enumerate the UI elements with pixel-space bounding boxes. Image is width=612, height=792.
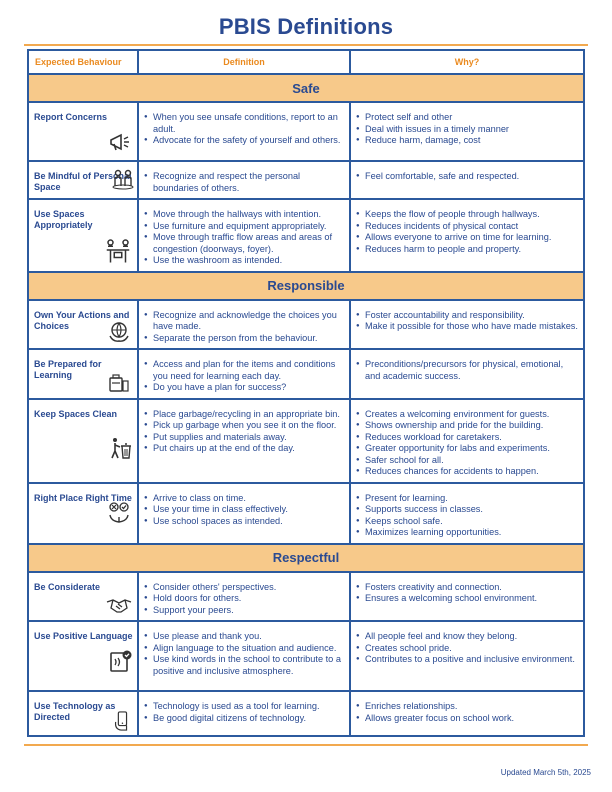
why-item: ● Feel comfortable, safe and respected.: [365, 171, 579, 183]
why-item: ● Maximizes learning opportunities.: [365, 527, 579, 539]
bottom-divider: [24, 744, 588, 746]
why-item: ● Creates school pride.: [365, 643, 579, 655]
personal-space-icon: [111, 166, 135, 190]
why-item: ● Allows greater focus on school work.: [365, 713, 579, 725]
why-item: ● Safer school for all.: [365, 455, 579, 467]
table-row: [28, 691, 584, 736]
why-item: ● Foster accountability and responsibility.: [365, 310, 579, 322]
section-safe: Safe: [28, 74, 584, 102]
phone-hand-icon: [113, 711, 131, 731]
why-item: ● Keeps school safe.: [365, 516, 579, 528]
school-supplies-icon: [107, 370, 131, 394]
why-item: ● All people feel and know they belong.: [365, 631, 579, 643]
pbis-table: [27, 49, 585, 737]
why-item: ● Present for learning.: [365, 493, 579, 505]
definition-item: ● Use furniture and equipment appropriately.: [153, 221, 345, 233]
definition-item: ● Move through the hallways with intention.: [153, 209, 345, 221]
why-item: ● Reduces harm to people and property.: [365, 244, 579, 256]
updated-date: Updated March 5th, 2025: [500, 768, 591, 777]
why-item: ● Ensures a welcoming school environment.: [365, 593, 579, 605]
section-respectful: Respectful: [28, 544, 584, 572]
definition-item: ● When you see unsafe conditions, report to an adult.: [153, 112, 345, 135]
behaviour-label: Be Considerate: [34, 581, 101, 592]
header-row: [28, 50, 584, 74]
definition-item: ● Align language to the situation and audience.: [153, 643, 345, 655]
behaviour-label: Use Spaces Appropriately: [34, 209, 93, 230]
check-hands-icon: [107, 501, 131, 525]
globe-hands-icon: [107, 320, 131, 344]
definition-item: ● Do you have a plan for success?: [153, 382, 345, 394]
behaviour-label: Right Place Right Time: [34, 492, 132, 503]
definition-item: ● Put supplies and materials away.: [153, 432, 345, 444]
why-item: ● Reduces chances for accidents to happen.: [365, 466, 579, 478]
definition-item: ● Use please and thank you.: [153, 631, 345, 643]
table-row: [28, 621, 584, 691]
definition-item: ● Use the washroom as intended.: [153, 255, 345, 267]
why-item: ● Greater opportunity for labs and experiments.: [365, 443, 579, 455]
why-item: ● Keeps the flow of people through hallways.: [365, 209, 579, 221]
megaphone-icon: [107, 130, 131, 154]
behaviour-label: Own Your Actions and Choices: [34, 309, 130, 331]
why-item: ● Make it possible for those who have made mistakes.: [365, 321, 579, 333]
why-item: ● Shows ownership and pride for the building.: [365, 420, 579, 432]
people-at-table-icon: [103, 235, 133, 265]
top-divider: [24, 44, 588, 46]
why-item: ● Reduce harm, damage, cost: [365, 135, 579, 147]
behaviour-label: Be Prepared for Learning: [34, 359, 102, 380]
definition-item: ● Consider others' perspectives.: [153, 582, 345, 594]
table-row: [28, 199, 584, 272]
handshake-icon: [105, 592, 133, 616]
why-item: ● Creates a welcoming environment for guests.: [365, 409, 579, 421]
table-row: [28, 572, 584, 622]
definition-item: ● Recognize and respect the personal boundaries of others.: [153, 171, 345, 194]
definition-item: ● Technology is used as a tool for learning.: [153, 701, 345, 713]
definition-item: ● Put chairs up at the end of the day.: [153, 443, 345, 455]
definition-item: ● Separate the person from the behaviour.: [153, 333, 345, 345]
why-item: ● Reduces workload for caretakers.: [365, 432, 579, 444]
why-item: ● Reduces incidents of physical contact: [365, 221, 579, 233]
why-item: ● Contributes to a positive and inclusive environment.: [365, 654, 579, 666]
behaviour-label: Use Positive Language: [34, 631, 133, 641]
why-item: ● Protect self and other: [365, 112, 579, 124]
trash-can-icon: [109, 436, 133, 460]
why-item: ● Fosters creativity and connection.: [365, 582, 579, 594]
definition-item: ● Move through traffic flow areas and areas of congestion (doorways, foyer).: [153, 232, 345, 255]
definition-item: ● Place garbage/recycling in an appropriate bin.: [153, 409, 345, 421]
definition-item: ● Recognize and acknowledge the choices you have made.: [153, 310, 345, 333]
table-row: [28, 483, 584, 544]
behaviour-label: Use Technology as Directed: [34, 701, 116, 722]
definition-item: ● Use your time in class effectively.: [153, 504, 345, 516]
page-title: PBIS Definitions: [218, 14, 394, 39]
table-row: [28, 349, 584, 399]
why-item: ● Supports success in classes.: [365, 504, 579, 516]
definition-item: ● Be good digital citizens of technology.: [153, 713, 345, 725]
definition-item: ● Arrive to class on time.: [153, 493, 345, 505]
table-row: [28, 300, 584, 350]
definition-item: ● Pick up garbage when you see it on the floor.: [153, 420, 345, 432]
definition-item: ● Access and plan for the items and conditions you need for learning each day.: [153, 359, 345, 382]
behaviour-label: Report Concerns: [34, 112, 108, 122]
definition-item: ● Hold doors for others.: [153, 593, 345, 605]
speech-check-icon: [109, 650, 133, 674]
section-responsible: Responsible: [28, 272, 584, 300]
header-why: Why?: [350, 50, 584, 74]
table-row: [28, 161, 584, 199]
header-behaviour: Expected Behaviour: [28, 50, 138, 74]
definition-item: ● Advocate for the safety of yourself and others.: [153, 135, 345, 147]
table-row: [28, 102, 584, 161]
behaviour-label: Be Mindful of Personal Space: [34, 171, 132, 192]
definition-item: ● Use school spaces as intended.: [153, 516, 345, 528]
behaviour-label: Keep Spaces Clean: [34, 408, 118, 419]
why-item: ● Deal with issues in a timely manner: [365, 124, 579, 136]
definition-item: ● Support your peers.: [153, 605, 345, 617]
definition-item: ● Use kind words in the school to contribute to a positive and inclusive atmosphere.: [153, 654, 345, 677]
why-item: ● Preconditions/precursors for physical, emotional, and academic success.: [365, 359, 579, 382]
header-definition: Definition: [138, 50, 350, 74]
why-item: ● Allows everyone to arrive on time for learning.: [365, 232, 579, 244]
why-item: ● Enriches relationships.: [365, 701, 579, 713]
table-row: [28, 399, 584, 483]
